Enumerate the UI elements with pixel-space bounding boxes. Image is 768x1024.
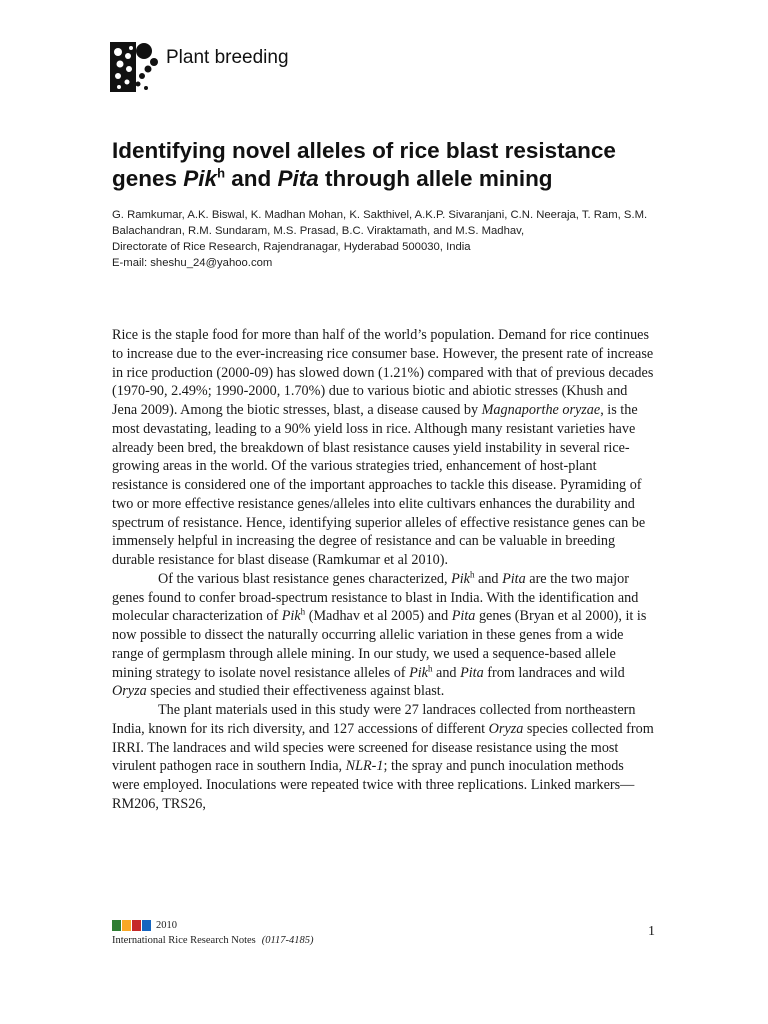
author-affiliation: Directorate of Rice Research, Rajendranagar, Hyderabad 500030, India bbox=[112, 241, 471, 253]
irrn-logo-block bbox=[142, 920, 151, 931]
plant-breeding-logo-icon bbox=[110, 42, 160, 92]
irrn-logo-block bbox=[112, 920, 121, 931]
page-footer bbox=[112, 920, 313, 946]
footer-year: 2010 bbox=[156, 920, 177, 931]
irrn-logo-block bbox=[122, 920, 131, 931]
paragraph-2: Of the various blast resistance genes characterized, Pik$^h$ and Pita are the two major genes found to confer broad-spectrum resistance to blast in India. With the identification and molecular characterization of Pik$^h$ (Madhav et al 2005) and Pita genes (Bryan et al 2000), it is now possible to dissect the naturally occurring allelic variation in these genes from a wide range of germplasm through allele mining. In our study, we used a sequence-based allele mining strategy to isolate novel resistance alleles of Pik$^h$ and Pita from landraces and wild Oryza species and studied their effectiveness against blast. bbox=[112, 569, 647, 700]
page-header bbox=[110, 42, 289, 92]
page-number: 1 bbox=[648, 924, 655, 939]
author-names: G. Ramkumar, A.K. Biswal, K. Madhan Mohan, K. Sakthivel, A.K.P. Sivaranjani, C.N. Neeraja, T. Ram, S.M. Balachandran, R.M. Sundaram, M.S. Prasad, B.C. Viraktamath, and M.S. Madhav, bbox=[112, 209, 648, 237]
journal-name: International Rice Research Notes bbox=[112, 935, 256, 946]
article-body bbox=[112, 326, 654, 814]
author-block bbox=[112, 207, 657, 271]
author-email: E-mail: sheshu_24@yahoo.com bbox=[112, 257, 273, 269]
journal-issn: (0117-4185) bbox=[261, 935, 314, 946]
irrn-logo-icon bbox=[112, 920, 152, 931]
article-title: Identifying novel alleles of rice blast resistance genes Pik$^h$ and Pita through allele mining bbox=[112, 138, 616, 191]
paragraph-1: Rice is the staple food for more than half of the world’s population. Demand for rice continues to increase due to the ever-increasing rice consumer base. However, the present rate of increase in rice production (2000-09) has slowed down (1.21%) compared with that of previous decades (1970-90, 2.49%; 1990-2000, 1.70%) due to various biotic and abiotic stresses (Khush and Jena 2009). Among the biotic stresses, blast, a disease caused by Magnaporthe oryzae, is the most devastating, leading to a 90% yield loss in rice. Although many resistant varieties have already been bred, the breakdown of blast resistance causes yield instability in several rice-growing areas in the world. Of the various strategies tried, enhancement of host-plant resistance is considered one of the important approaches to tackle this disease. Pyramiding of two or more effective resistance genes/alleles into elite cultivars enhances the durability and spectrum of resistance. Hence, identifying superior alleles of effective resistance genes can be immensely helpful in increasing the degree of resistance and can be valuable in breeding durable resistance for blast disease (Ramkumar et al 2010). bbox=[112, 327, 654, 568]
paragraph-3: The plant materials used in this study were 27 landraces collected from northeastern India, known for its rich diversity, and 127 accessions of different Oryza species collected from IRRI. The landraces and wild species were screened for disease resistance using the most virulent pathogen race in southern India, NLR-1; the spray and punch inoculation methods were employed. Inoculations were repeated twice with three replications. Linked markers—RM206, TRS26, bbox=[112, 702, 654, 812]
irrn-logo-block bbox=[132, 920, 141, 931]
section-name: Plant breeding bbox=[166, 47, 289, 68]
